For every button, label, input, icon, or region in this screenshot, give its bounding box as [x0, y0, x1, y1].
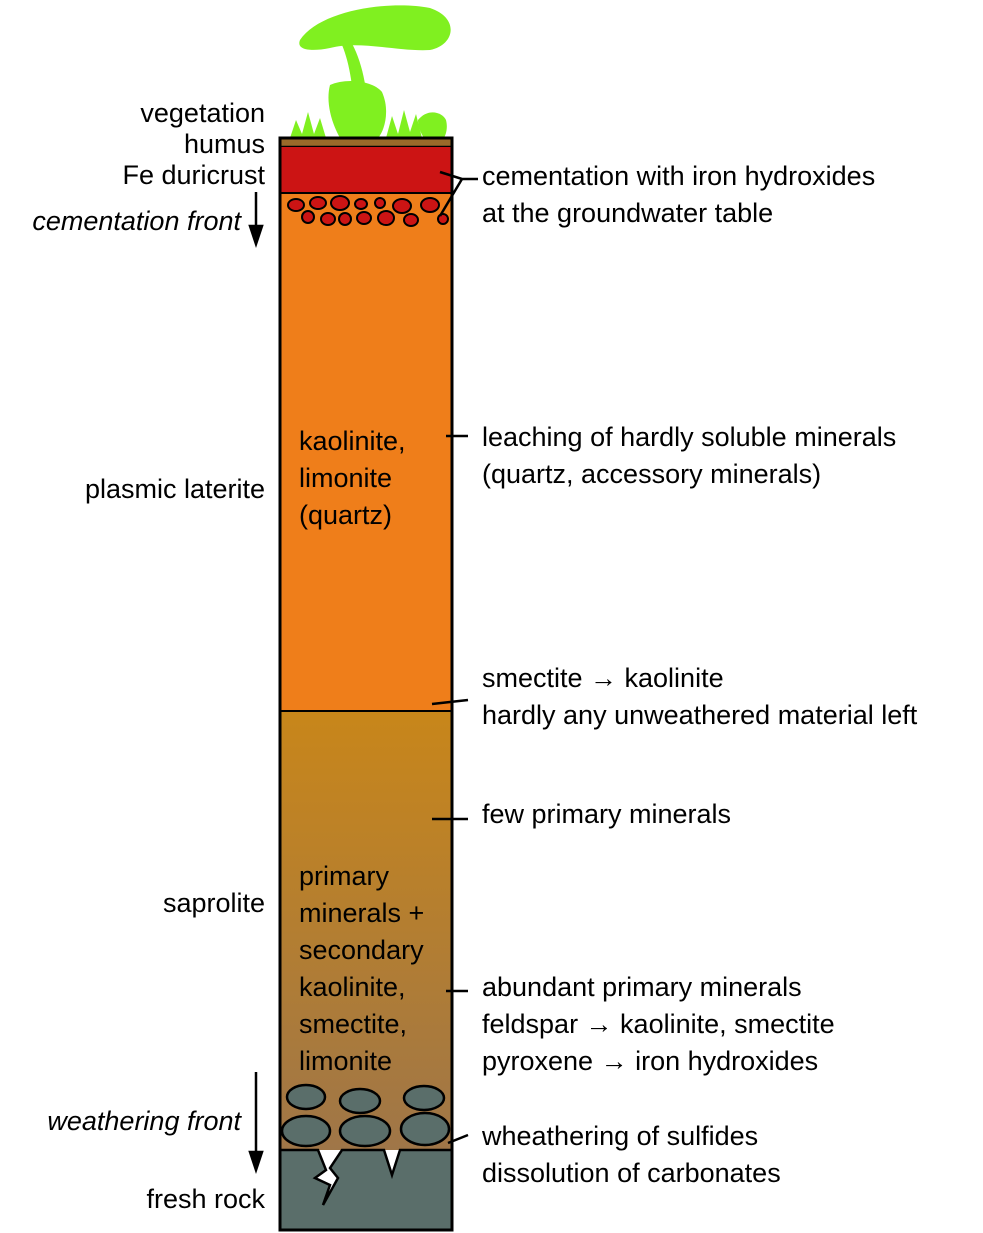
annotation-line: wheathering of sulfides — [482, 1121, 759, 1151]
laterite-mineral-line: kaolinite, — [299, 426, 406, 456]
annotation-line: cementation with iron hydroxides — [482, 161, 876, 191]
vegetation-label: vegetation — [140, 98, 265, 128]
fresh-rock-label: fresh rock — [146, 1184, 265, 1214]
annotation-line: (quartz, accessory minerals) — [482, 459, 822, 489]
annotation-line: smectite → kaolinite — [482, 663, 724, 693]
saprolite-mineral-line: kaolinite, — [299, 972, 406, 1002]
annotation-line: dissolution of carbonates — [482, 1158, 781, 1188]
weathering-front-arrow — [250, 1072, 262, 1170]
annotation-line: leaching of hardly soluble minerals — [482, 422, 897, 452]
saprolite-label: saprolite — [162, 888, 265, 918]
fe-duricrust-label: Fe duricrust — [122, 160, 265, 190]
leaching-annotation — [482, 419, 896, 493]
cementation-annotation — [482, 158, 875, 232]
annotation-line: feldspar → kaolinite, smectite — [482, 1009, 835, 1039]
laterite-mineral-line: (quartz) — [299, 500, 393, 530]
saprolite-mineral-label — [299, 858, 424, 1080]
fe-duricrust-layer — [280, 147, 452, 193]
humus-label: humus — [183, 129, 265, 159]
rock-pebbles — [282, 1085, 449, 1146]
laterite-mineral-line: limonite — [299, 463, 393, 493]
laterite-mineral-label — [299, 423, 406, 534]
smectite-annotation — [482, 660, 917, 734]
annotation-line: pyroxene → iron hydroxides — [482, 1046, 819, 1076]
saprolite-mineral-line: secondary — [299, 935, 424, 965]
annotation-line: hardly any unweathered material left — [482, 700, 918, 730]
fresh-rock-layer — [280, 1150, 452, 1230]
plasmic-laterite-label: plasmic laterite — [84, 474, 265, 504]
few-primary-annotation — [482, 796, 731, 833]
cementation-front-label: cementation front — [32, 206, 241, 236]
sulfides-annotation — [482, 1118, 781, 1192]
weathering-front-label: weathering front — [47, 1106, 241, 1136]
annotation-line: abundant primary minerals — [482, 972, 802, 1002]
cementation-front-arrow — [250, 192, 262, 244]
annotation-line: at the groundwater table — [482, 198, 774, 228]
abundant-primary-annotation — [482, 969, 835, 1080]
saprolite-mineral-line: smectite, — [299, 1009, 408, 1039]
vegetation-illustration — [290, 5, 451, 138]
saprolite-mineral-line: minerals + — [299, 898, 425, 928]
saprolite-mineral-line: primary — [299, 861, 390, 891]
saprolite-mineral-line: limonite — [299, 1046, 393, 1076]
annotation-line: few primary minerals — [482, 799, 732, 829]
